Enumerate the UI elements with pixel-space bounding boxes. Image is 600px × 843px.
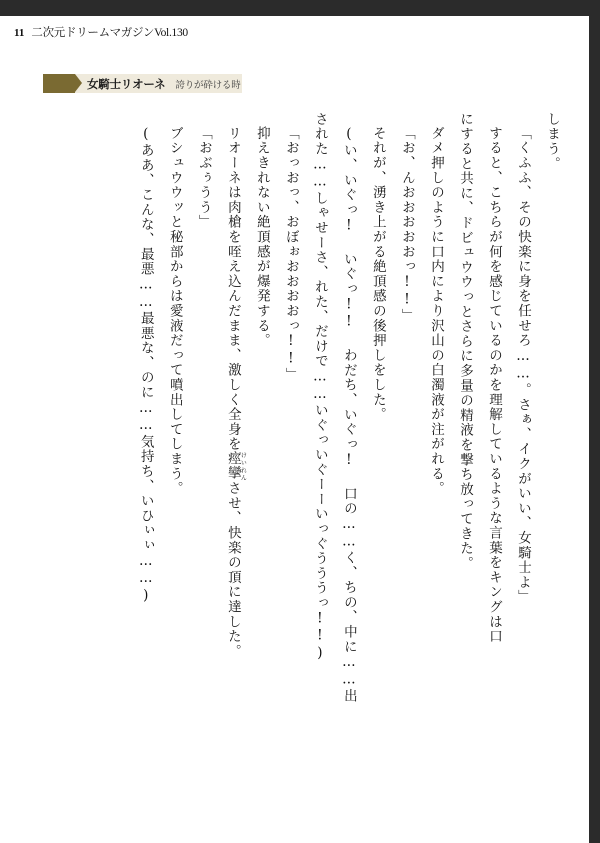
chapter-banner	[43, 74, 242, 93]
magazine-title: 二次元ドリームマガジンVol.130	[31, 27, 188, 39]
viewer-top-bar	[0, 0, 600, 16]
body-line: それが、湧き上がる絶頂感の後押しをした。	[369, 125, 386, 422]
body-line: リオーネは肉槍を咥え込んだまま、激しく全身を痙攣けいれんさせ、快楽の頂に達した。	[224, 125, 247, 659]
running-header	[14, 24, 188, 40]
viewer-right-strip	[589, 0, 600, 843]
body-line: 「おぶぅうう」	[195, 125, 212, 230]
body-line: 「くふふ、その快楽に身を任せろ……。さぁ、イクがいい、女騎士よ」	[514, 125, 531, 605]
body-line: 抑えきれない絶頂感が爆発する。	[253, 125, 270, 348]
banner-body	[75, 74, 242, 93]
body-line: ダメ押しのように口内により沢山の白濁液が注がれる。	[427, 125, 444, 496]
body-line: された……しゃせーさ、れた、だけで……いぐっいぐーーいっぐうううっ!!)	[311, 112, 328, 663]
banner-tab-ornament	[43, 74, 75, 93]
body-line: (い、いぐっ! いぐっ!! わだち、いぐっ! 口の……く、ちの、中に……出	[340, 125, 357, 704]
body-line: しまう。	[544, 112, 560, 172]
body-text-vertical	[26, 112, 566, 792]
chapter-subtitle: 誇りが砕ける時	[175, 80, 241, 91]
page-number: 11	[14, 27, 25, 39]
body-line: 「お、んおおおおおっ!!」	[398, 125, 415, 323]
body-line: すると、こちらが何を感じているのかを理解しているような言葉をキングは口	[485, 125, 502, 644]
body-line: 「おっおっ、おぼぉおおおおっ!!」	[282, 125, 299, 383]
body-line: ブシュウウッと秘部からは愛液だって噴出してしまう。	[166, 125, 183, 496]
document-page	[0, 16, 589, 843]
ruby-annotation: 痙攣けいれん	[224, 451, 247, 481]
chapter-title: 女騎士リオーネ	[87, 78, 166, 91]
body-line: (ああ、こんな、最悪……最悪な、のに……気持ち、いひぃぃ……)	[137, 125, 154, 605]
body-line: にすると共に、ドビュウウっとさらに多量の精液を撃ち放ってきた。	[456, 112, 473, 571]
